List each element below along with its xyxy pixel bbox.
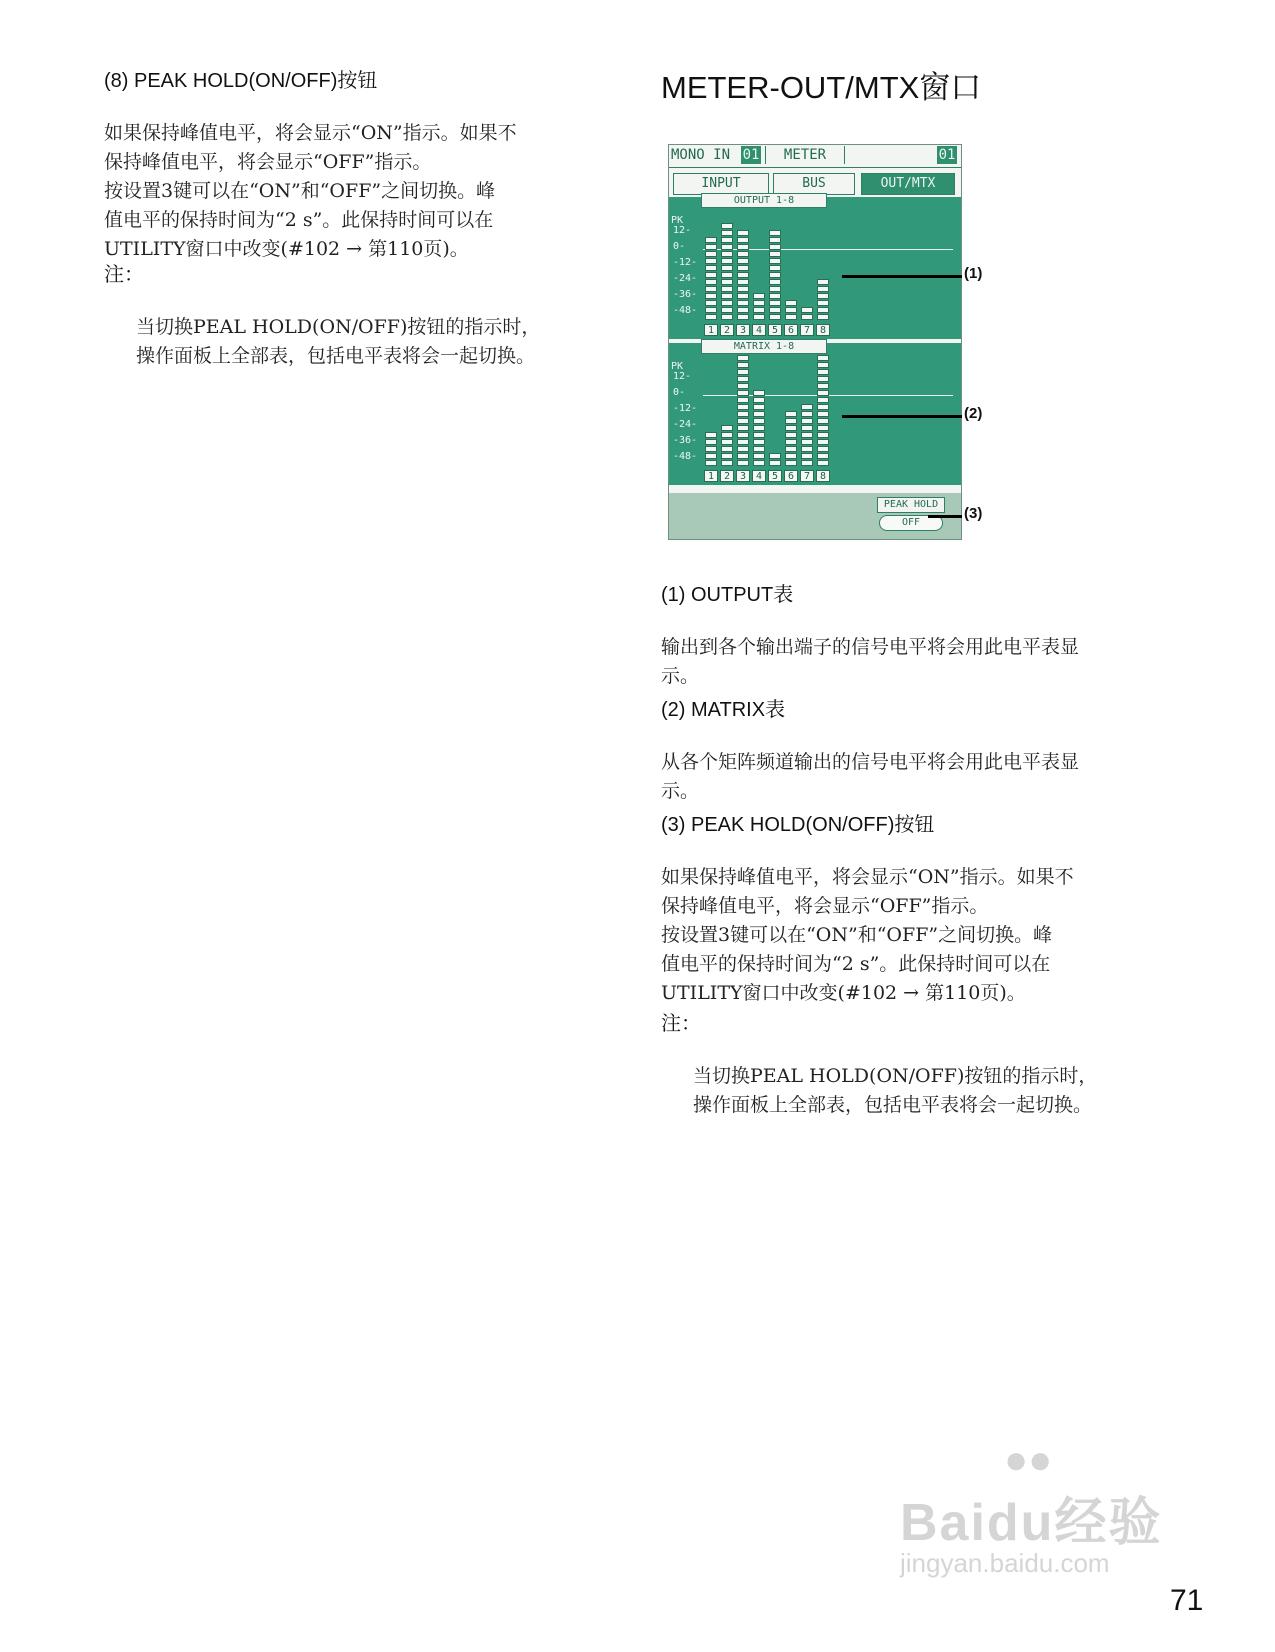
matrix-meter-segment: [801, 425, 813, 431]
matrix-meter-segment: [785, 460, 797, 466]
output-meter-segment: [721, 314, 733, 320]
text-line: 示。: [661, 780, 700, 802]
output-meter-segment: [769, 251, 781, 257]
page-number-indicator: 01: [938, 147, 956, 163]
matrix-meter-segment: [737, 418, 749, 424]
text-line: 保持峰值电平，将会显示“OFF”指示。: [661, 895, 989, 917]
matrix-meter-segment: [737, 383, 749, 389]
matrix-meter-segment: [753, 425, 765, 431]
output-section-label: OUTPUT 1-8: [701, 193, 827, 208]
output-meter-segment: [737, 237, 749, 243]
output-channel-7: 7: [800, 324, 814, 336]
matrix-meter-segment: [737, 376, 749, 382]
output-meter-segment: [785, 314, 797, 320]
output-meter-segment: [817, 286, 829, 292]
matrix-meter-segment: [817, 383, 829, 389]
output-meter-segment: [705, 251, 717, 257]
watermark-brand: Baidu经验: [900, 1494, 1163, 1552]
text-line: 如果保持峰值电平，将会显示“ON”指示。如果不: [661, 866, 1074, 888]
matrix-meter-segment: [753, 453, 765, 459]
output-meter-segment: [737, 265, 749, 271]
matrix-meter-segment: [785, 446, 797, 452]
tab-bus[interactable]: BUS: [773, 173, 855, 195]
matrix-meter-segment: [817, 418, 829, 424]
output-meter-segment: [737, 258, 749, 264]
matrix-meter-segment: [753, 390, 765, 396]
matrix-scale-label: -48-: [673, 451, 698, 462]
matrix-meter-segment: [705, 446, 717, 452]
matrix-channel-6: 6: [784, 470, 798, 482]
matrix-scale-label: -24-: [673, 419, 698, 430]
matrix-scale-label: -12-: [673, 403, 698, 414]
matrix-meter-segment: [753, 439, 765, 445]
output-meter-segment: [721, 293, 733, 299]
output-meter-segment: [769, 258, 781, 264]
matrix-meter-segment: [737, 432, 749, 438]
matrix-meter-segment: [737, 460, 749, 466]
output-meter-segment: [769, 300, 781, 306]
output-meter-segment: [705, 300, 717, 306]
matrix-scale-label: PK: [671, 361, 684, 372]
output-meter-segment: [721, 307, 733, 313]
peak-hold-button[interactable]: OFF: [879, 515, 943, 531]
output-meter-segment: [737, 244, 749, 250]
output-scale-label: -12-: [673, 257, 698, 268]
output-meter-segment: [737, 279, 749, 285]
text-line: UTILITY窗口中改变(#102 → 第110页)。: [104, 238, 469, 260]
matrix-scale-label: -36-: [673, 435, 698, 446]
matrix-channel-5: 5: [768, 470, 782, 482]
matrix-meter-segment: [785, 432, 797, 438]
callout-3: (3): [964, 505, 983, 522]
output-meter-segment: [817, 307, 829, 313]
matrix-meter-segment: [737, 355, 749, 361]
text-line: 操作面板上全部表，包括电平表将会一起切换。: [136, 345, 536, 367]
callout-line-1: [842, 275, 962, 278]
matrix-meter-segment: [817, 432, 829, 438]
matrix-meter-segment: [817, 404, 829, 410]
matrix-meter-segment: [705, 453, 717, 459]
output-meter-segment: [737, 251, 749, 257]
output-channel-4: 4: [752, 324, 766, 336]
output-meter-segment: [705, 237, 717, 243]
output-meter-segment: [753, 307, 765, 313]
output-scale-label: -24-: [673, 273, 698, 284]
matrix-meter-segment: [737, 411, 749, 417]
matrix-meter-segment: [753, 404, 765, 410]
matrix-meter-segment: [817, 362, 829, 368]
output-meter-segment: [769, 244, 781, 250]
output-meter-segment: [721, 230, 733, 236]
matrix-meter-segment: [705, 460, 717, 466]
peak-hold-description: [104, 90, 517, 293]
matrix-meter-segment: [753, 418, 765, 424]
output-meter-segment: [721, 251, 733, 257]
output-meter-segment: [721, 244, 733, 250]
matrix-meter-segment: [737, 369, 749, 375]
output-meter-segment: [705, 293, 717, 299]
peak-hold-label: PEAK HOLD: [877, 497, 945, 513]
text-line: 值电平的保持时间为“2 s”。此保持时间可以在: [661, 953, 1051, 975]
text-line: 示。: [661, 665, 700, 687]
watermark-url: jingyan.baidu.com: [900, 1548, 1110, 1578]
matrix-meter-heading: (2) MATRIX表: [661, 699, 786, 721]
matrix-channel-7: 7: [800, 470, 814, 482]
matrix-meter-segment: [721, 432, 733, 438]
text-line: 保持峰值电平，将会显示“OFF”指示。: [104, 151, 432, 173]
matrix-meter-segment: [801, 453, 813, 459]
matrix-meter-segment: [817, 390, 829, 396]
text-line: 输出到各个输出端子的信号电平将会用此电平表显: [661, 636, 1080, 658]
matrix-meter-segment: [737, 362, 749, 368]
matrix-meter-segment: [721, 425, 733, 431]
matrix-meter-segment: [769, 453, 781, 459]
output-meter-segment: [737, 314, 749, 320]
matrix-channel-3: 3: [736, 470, 750, 482]
matrix-meter-segment: [801, 432, 813, 438]
matrix-meter-segment: [769, 460, 781, 466]
output-meter-segment: [769, 286, 781, 292]
matrix-meter-segment: [721, 446, 733, 452]
matrix-meter-segment: [801, 439, 813, 445]
output-scale-label: PK: [671, 215, 684, 226]
matrix-meter-segment: [721, 453, 733, 459]
output-scale-label: -36-: [673, 289, 698, 300]
matrix-meter-segment: [753, 397, 765, 403]
lcd-top-bar: [669, 145, 961, 168]
page-title: METER-OUT/MTX窗口: [661, 70, 982, 105]
matrix-scale-label: 12-: [673, 371, 692, 382]
output-meter-segment: [721, 300, 733, 306]
matrix-meter-segment: [753, 446, 765, 452]
matrix-meter-segment: [785, 439, 797, 445]
output-meter-segment: [737, 286, 749, 292]
matrix-section-label: MATRIX 1-8: [701, 339, 827, 354]
matrix-meter-segment: [737, 439, 749, 445]
section-heading-peak-hold: (8) PEAK HOLD(ON/OFF)按钮: [104, 70, 378, 92]
note-label-right: 注：: [661, 1013, 701, 1035]
output-meter-segment: [801, 307, 813, 313]
output-meter-segment: [721, 272, 733, 278]
matrix-meter-segment: [817, 439, 829, 445]
output-meter-segment: [705, 258, 717, 264]
matrix-meter-segment: [753, 432, 765, 438]
matrix-meter-segment: [721, 460, 733, 466]
output-meter-segment: [817, 279, 829, 285]
callout-line-3: [928, 515, 962, 518]
matrix-meter-segment: [801, 404, 813, 410]
output-meter-segment: [721, 265, 733, 271]
paw-icon: ●●: [1004, 1438, 1053, 1482]
matrix-meter-segment: [785, 411, 797, 417]
matrix-meter-segment: [801, 418, 813, 424]
tab-out-mtx[interactable]: OUT/MTX: [861, 173, 955, 195]
output-meter-segment: [769, 307, 781, 313]
peak-hold-heading: (3) PEAK HOLD(ON/OFF)按钮: [661, 814, 935, 836]
text-line: 当切换PEAL HOLD(ON/OFF)按钮的指示时，: [136, 316, 541, 338]
callout-2: (2): [964, 405, 983, 422]
lcd-screen: [668, 144, 962, 540]
matrix-meter-segment: [737, 404, 749, 410]
matrix-channel-1: 1: [704, 470, 718, 482]
output-meter-segment: [769, 237, 781, 243]
output-channel-1: 1: [704, 324, 718, 336]
output-meter-segment: [721, 286, 733, 292]
callout-line-2: [842, 415, 962, 418]
output-meter-segment: [721, 223, 733, 229]
note-label: 注：: [104, 264, 144, 286]
matrix-meter-segment: [817, 446, 829, 452]
output-meter-segment: [721, 279, 733, 285]
matrix-meter-segment: [801, 411, 813, 417]
output-meter-segment: [817, 314, 829, 320]
output-meter-segment: [753, 314, 765, 320]
matrix-meter-segment: [785, 425, 797, 431]
output-channel-6: 6: [784, 324, 798, 336]
output-channel-8: 8: [816, 324, 830, 336]
output-meter-segment: [817, 293, 829, 299]
output-meter-heading: (1) OUTPUT表: [661, 584, 794, 606]
text-line: 操作面板上全部表，包括电平表将会一起切换。: [693, 1094, 1093, 1116]
matrix-meter-segment: [817, 397, 829, 403]
output-meter-segment: [737, 300, 749, 306]
matrix-meter-segment: [737, 446, 749, 452]
matrix-meter-segment: [737, 453, 749, 459]
output-meter-segment: [705, 314, 717, 320]
output-channel-5: 5: [768, 324, 782, 336]
note-text-right: [693, 1033, 1097, 1149]
output-meter-segment: [705, 279, 717, 285]
text-line: 按设置3键可以在“ON”和“OFF”之间切换。峰: [661, 924, 1053, 946]
matrix-channel-8: 8: [816, 470, 830, 482]
text-line: 如果保持峰值电平，将会显示“ON”指示。如果不: [104, 122, 517, 144]
output-meter-segment: [769, 272, 781, 278]
matrix-meter-segment: [817, 355, 829, 361]
matrix-meter-segment: [817, 369, 829, 375]
channel-number: 01: [742, 147, 760, 163]
output-meter-segment: [705, 272, 717, 278]
output-scale-label: 12-: [673, 225, 692, 236]
text-line: 按设置3键可以在“ON”和“OFF”之间切换。峰: [104, 180, 496, 202]
output-meter-segment: [705, 244, 717, 250]
output-meter-segment: [737, 307, 749, 313]
output-meter-segment: [737, 272, 749, 278]
output-scale-label: -48-: [673, 305, 698, 316]
peak-hold-description-right: [661, 834, 1074, 1037]
output-meter-segment: [769, 265, 781, 271]
matrix-meter-segment: [737, 390, 749, 396]
text-line: 从各个矩阵频道输出的信号电平将会用此电平表显: [661, 751, 1080, 773]
matrix-meter-segment: [817, 460, 829, 466]
output-meter-segment: [769, 293, 781, 299]
matrix-channel-2: 2: [720, 470, 734, 482]
output-meter-segment: [721, 237, 733, 243]
matrix-meter-segment: [753, 411, 765, 417]
text-line: 当切换PEAL HOLD(ON/OFF)按钮的指示时，: [693, 1065, 1098, 1087]
output-meter-segment: [769, 314, 781, 320]
output-meter-segment: [753, 300, 765, 306]
output-meter-segment: [769, 230, 781, 236]
output-meter-segment: [705, 265, 717, 271]
output-meter-segment: [785, 300, 797, 306]
matrix-meter-segment: [705, 439, 717, 445]
output-scale-label: 0-: [673, 241, 686, 252]
output-meter-segment: [737, 230, 749, 236]
matrix-meter-segment: [801, 446, 813, 452]
output-meter-segment: [769, 279, 781, 285]
matrix-meter-segment: [817, 425, 829, 431]
output-meter-segment: [705, 286, 717, 292]
output-channel-2: 2: [720, 324, 734, 336]
window-name: METER: [765, 146, 845, 164]
matrix-meter-segment: [817, 453, 829, 459]
output-meter-segment: [705, 307, 717, 313]
matrix-meter-segment: [721, 439, 733, 445]
matrix-channel-4: 4: [752, 470, 766, 482]
channel-type: MONO IN: [671, 147, 731, 163]
matrix-meter-segment: [785, 418, 797, 424]
output-meter-segment: [817, 300, 829, 306]
matrix-meter-segment: [817, 376, 829, 382]
matrix-meter-segment: [817, 411, 829, 417]
output-meter-segment: [753, 293, 765, 299]
matrix-meter-segment: [753, 460, 765, 466]
matrix-meter-segment: [785, 453, 797, 459]
callout-1: (1): [964, 265, 983, 282]
output-meter-segment: [785, 307, 797, 313]
output-channel-3: 3: [736, 324, 750, 336]
matrix-meter-segment: [737, 425, 749, 431]
matrix-meter-segment: [801, 460, 813, 466]
matrix-scale-label: 0-: [673, 387, 686, 398]
output-meter-segment: [737, 293, 749, 299]
tab-input[interactable]: INPUT: [673, 173, 769, 195]
note-text: [136, 284, 540, 400]
matrix-meter-segment: [705, 432, 717, 438]
matrix-meter-segment: [737, 397, 749, 403]
text-line: UTILITY窗口中改变(#102 → 第110页)。: [661, 982, 1026, 1004]
output-meter-segment: [801, 314, 813, 320]
text-line: 值电平的保持时间为“2 s”。此保持时间可以在: [104, 209, 494, 231]
page-number: 71: [1170, 1584, 1204, 1617]
output-meter-segment: [721, 258, 733, 264]
